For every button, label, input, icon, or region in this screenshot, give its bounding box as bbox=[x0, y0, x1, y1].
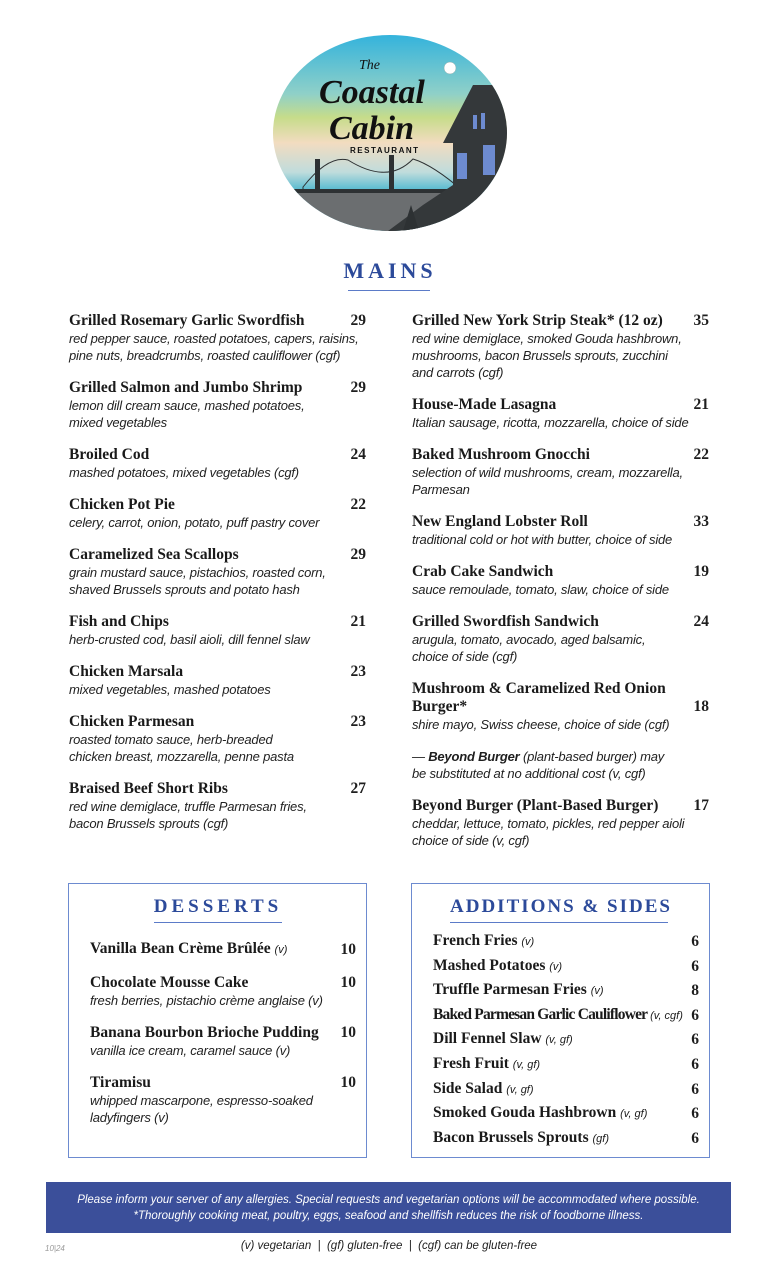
item-name: House-Made Lasagna bbox=[412, 396, 557, 413]
item-name bbox=[90, 1074, 151, 1092]
desserts-list bbox=[90, 940, 356, 1141]
item-name: Baked Mushroom Gnocchi bbox=[412, 446, 590, 463]
note-rest: (plant-based burger) may be substituted at no additional cost (v, cgf) bbox=[412, 749, 665, 781]
menu-item bbox=[69, 546, 366, 598]
item-price: 6 bbox=[691, 1055, 699, 1073]
item-description: lemon dill cream sauce, mashed potatoes, mixed vegetables bbox=[69, 398, 305, 430]
mains-title: MAINS bbox=[343, 258, 437, 283]
item-price: 33 bbox=[693, 513, 709, 530]
menu-item bbox=[412, 797, 709, 849]
restaurant-logo bbox=[273, 35, 507, 231]
beyond-burger-note bbox=[412, 748, 709, 782]
item-description: mashed potatoes, mixed vegetables (cgf) bbox=[69, 465, 299, 480]
item-header bbox=[69, 613, 366, 631]
item-name-text: Vanilla Bean Crème Brûlée bbox=[90, 940, 271, 957]
item-description: vanilla ice cream, caramel sauce (v) bbox=[90, 1043, 291, 1058]
menu-item bbox=[412, 680, 709, 733]
item-name: Chicken Marsala bbox=[69, 663, 184, 680]
side-item bbox=[433, 1030, 699, 1049]
item-description: roasted tomato sauce, herb-breaded chicken breast, mozzarella, penne pasta bbox=[69, 732, 294, 764]
item-name: Fish and Chips bbox=[69, 613, 169, 630]
mains-title-rule bbox=[348, 290, 430, 291]
dessert-item bbox=[90, 1074, 356, 1126]
item-price: 29 bbox=[350, 312, 366, 329]
menu-item bbox=[69, 496, 366, 531]
item-name: Mushroom & Caramelized Red Onion Burger* bbox=[412, 680, 666, 715]
item-header bbox=[69, 379, 366, 397]
item-name-text: Fresh Fruit bbox=[433, 1054, 509, 1072]
side-item bbox=[433, 1055, 699, 1074]
item-description: arugula, tomato, avocado, aged balsamic, choice of side (cgf) bbox=[412, 632, 646, 664]
dessert-item bbox=[90, 974, 356, 1009]
item-name-text: Smoked Gouda Hashbrown bbox=[433, 1104, 617, 1122]
item-name-text: French Fries bbox=[433, 932, 518, 949]
item-name bbox=[90, 940, 287, 959]
item-price: 23 bbox=[350, 713, 366, 730]
side-item bbox=[433, 1129, 699, 1148]
menu-item bbox=[412, 312, 709, 381]
item-name bbox=[433, 1104, 647, 1123]
item-header bbox=[412, 613, 709, 631]
item-header bbox=[433, 1006, 699, 1025]
item-header bbox=[69, 446, 366, 464]
item-description: cheddar, lettuce, tomato, pickles, red pepper aioli choice of side (v, cgf) bbox=[412, 816, 685, 848]
diet-tag: (v, cgf) bbox=[650, 1009, 683, 1022]
item-name bbox=[433, 1006, 683, 1025]
logo-the: The bbox=[359, 58, 380, 73]
item-description: sauce remoulade, tomato, slaw, choice of side bbox=[412, 582, 669, 597]
side-item bbox=[433, 1104, 699, 1123]
item-price: 10 bbox=[340, 1074, 356, 1091]
item-header bbox=[69, 546, 366, 564]
item-name bbox=[433, 1055, 540, 1074]
logo-cabin: Cabin bbox=[329, 110, 415, 147]
item-name: Caramelized Sea Scallops bbox=[69, 546, 239, 563]
item-header bbox=[433, 1080, 699, 1099]
menu-item bbox=[69, 312, 366, 364]
item-name-text: Mashed Potatoes bbox=[433, 956, 546, 974]
item-description: red wine demiglace, truffle Parmesan fries, bacon Brussels sprouts (cgf) bbox=[69, 799, 307, 831]
item-name bbox=[90, 974, 248, 992]
item-name-text: Truffle Parmesan Fries bbox=[433, 981, 587, 999]
side-item bbox=[433, 981, 699, 1000]
diet-tag: (v, gf) bbox=[545, 1034, 573, 1047]
item-header bbox=[412, 513, 709, 531]
item-price: 24 bbox=[350, 446, 366, 463]
item-price: 21 bbox=[350, 613, 366, 630]
diet-tag: (v, gf) bbox=[512, 1058, 541, 1071]
item-header bbox=[412, 563, 709, 581]
item-name: Broiled Cod bbox=[69, 446, 150, 463]
item-description: whipped mascarpone, espresso-soaked ladyfingers (v) bbox=[90, 1093, 313, 1125]
item-header bbox=[69, 780, 366, 798]
item-price: 6 bbox=[691, 1006, 699, 1024]
item-header bbox=[433, 1030, 699, 1049]
side-item bbox=[433, 1080, 699, 1099]
diet-legend: (v) vegetarian | (gf) gluten-free | (cgf) can be gluten-free bbox=[240, 1240, 538, 1252]
item-description: red wine demiglace, smoked Gouda hashbrown, mushrooms, bacon Brussels sprouts, zucchini and carrots (cgf) bbox=[412, 331, 682, 380]
item-header bbox=[412, 396, 709, 414]
item-header bbox=[433, 1104, 699, 1123]
item-header bbox=[412, 680, 709, 716]
item-header bbox=[433, 981, 699, 1000]
item-description: celery, carrot, onion, potato, puff pastry cover bbox=[69, 515, 320, 530]
item-name bbox=[433, 957, 562, 976]
item-header bbox=[433, 1055, 699, 1074]
note-bold: Beyond Burger bbox=[428, 749, 520, 764]
item-header bbox=[433, 1129, 699, 1148]
item-price: 6 bbox=[691, 1129, 699, 1147]
menu-item bbox=[69, 379, 366, 431]
item-name: Grilled Swordfish Sandwich bbox=[412, 613, 599, 630]
item-description: mixed vegetables, mashed potatoes bbox=[69, 682, 271, 697]
allergy-notice bbox=[46, 1182, 731, 1233]
item-description: traditional cold or hot with butter, choice of side bbox=[412, 532, 673, 547]
item-price: 10 bbox=[340, 941, 356, 958]
item-price: 27 bbox=[350, 780, 366, 797]
item-name bbox=[433, 981, 604, 1000]
desserts-title: DESSERTS bbox=[153, 896, 283, 917]
diet-tag: (v, gf) bbox=[620, 1108, 648, 1121]
item-header bbox=[90, 940, 356, 959]
item-name: Chicken Pot Pie bbox=[69, 496, 175, 513]
item-header bbox=[69, 312, 366, 330]
sides-title: ADDITIONS & SIDES bbox=[450, 896, 672, 917]
menu-item bbox=[69, 613, 366, 648]
item-description: shire mayo, Swiss cheese, choice of side (cgf) bbox=[412, 717, 670, 732]
item-price: 23 bbox=[350, 663, 366, 680]
item-name-text: Baked Parmesan Garlic Cauliflower bbox=[433, 1005, 647, 1023]
item-price: 8 bbox=[691, 982, 699, 1000]
item-price: 6 bbox=[691, 1031, 699, 1049]
item-name bbox=[433, 932, 534, 951]
item-name: Beyond Burger (Plant-Based Burger) bbox=[412, 797, 659, 814]
item-header bbox=[90, 974, 356, 992]
item-price: 21 bbox=[693, 396, 709, 413]
item-price: 6 bbox=[691, 957, 699, 975]
menu-item bbox=[412, 446, 709, 498]
mains-right-column bbox=[412, 312, 709, 864]
item-name-text: Side Salad bbox=[433, 1079, 503, 1097]
item-header bbox=[69, 713, 366, 731]
item-header bbox=[412, 312, 709, 330]
item-header bbox=[90, 1024, 356, 1042]
item-header bbox=[412, 446, 709, 464]
menu-item bbox=[69, 780, 366, 832]
diet-tag: (v) bbox=[549, 960, 563, 973]
item-header bbox=[433, 932, 699, 951]
item-description: selection of wild mushrooms, cream, mozzarella, Parmesan bbox=[412, 465, 683, 497]
item-name: Chicken Parmesan bbox=[69, 713, 195, 730]
item-price: 29 bbox=[350, 379, 366, 396]
item-price: 6 bbox=[691, 1105, 699, 1123]
desserts-title-rule bbox=[154, 922, 282, 923]
diet-tag: (v) bbox=[590, 985, 604, 998]
menu-item bbox=[412, 513, 709, 548]
page-code: 10|24 bbox=[45, 1244, 65, 1253]
item-description: fresh berries, pistachio crème anglaise (v) bbox=[90, 993, 323, 1008]
diet-tag: (v) bbox=[274, 944, 288, 956]
item-header bbox=[412, 797, 709, 815]
sides-list bbox=[433, 932, 699, 1153]
item-description: Italian sausage, ricotta, mozzarella, choice of side bbox=[412, 415, 689, 430]
item-name bbox=[433, 1129, 609, 1148]
dessert-item bbox=[90, 1024, 356, 1059]
item-price: 19 bbox=[693, 563, 709, 580]
menu-item bbox=[412, 563, 709, 598]
item-description: herb-crusted cod, basil aioli, dill fennel slaw bbox=[69, 632, 310, 647]
menu-item bbox=[412, 613, 709, 665]
logo-restaurant: RESTAURANT bbox=[350, 146, 420, 155]
side-item bbox=[433, 957, 699, 976]
item-name-text: Chocolate Mousse Cake bbox=[90, 974, 249, 991]
diet-tag: (gf) bbox=[592, 1132, 609, 1145]
dessert-item bbox=[90, 940, 356, 959]
sides-title-rule bbox=[450, 922, 668, 923]
menu-item bbox=[69, 713, 366, 765]
allergy-text: Please inform your server of any allergies. Special requests and vegetarian options will be accommodated where possible. bbox=[77, 1194, 700, 1206]
item-name-text: Tiramisu bbox=[90, 1074, 151, 1091]
item-price: 22 bbox=[350, 496, 366, 513]
mains-left-column bbox=[69, 312, 366, 847]
item-name-text: Dill Fennel Slaw bbox=[433, 1030, 542, 1048]
item-name: Grilled New York Strip Steak* (12 oz) bbox=[412, 312, 663, 329]
diet-tag: (v) bbox=[521, 936, 535, 948]
item-description: red pepper sauce, roasted potatoes, capers, raisins, pine nuts, breadcrumbs, roasted cauliflower (cgf) bbox=[69, 331, 359, 363]
menu-item bbox=[69, 446, 366, 481]
item-name: Braised Beef Short Ribs bbox=[69, 780, 228, 797]
item-name bbox=[433, 1080, 534, 1099]
item-name-text: Bacon Brussels Sprouts bbox=[433, 1128, 589, 1146]
item-header bbox=[90, 1074, 356, 1092]
item-price: 22 bbox=[693, 446, 709, 463]
item-price: 10 bbox=[340, 974, 356, 991]
item-name: Crab Cake Sandwich bbox=[412, 563, 554, 580]
logo-coastal: Coastal bbox=[319, 74, 425, 111]
item-price: 29 bbox=[350, 546, 366, 563]
item-header bbox=[69, 496, 366, 514]
item-price: 6 bbox=[691, 1080, 699, 1098]
item-header bbox=[69, 663, 366, 681]
item-header bbox=[433, 957, 699, 976]
menu-item bbox=[412, 396, 709, 431]
item-price: 10 bbox=[340, 1024, 356, 1041]
item-description: grain mustard sauce, pistachios, roasted corn, shaved Brussels sprouts and potato hash bbox=[69, 565, 326, 597]
item-name: New England Lobster Roll bbox=[412, 513, 588, 530]
side-item bbox=[433, 1006, 699, 1025]
item-price: 6 bbox=[691, 933, 699, 950]
item-name bbox=[433, 1030, 573, 1049]
note-dash: — bbox=[412, 749, 429, 764]
item-name: Grilled Rosemary Garlic Swordfish bbox=[69, 312, 305, 329]
item-price: 35 bbox=[693, 312, 709, 329]
diet-tag: (v, gf) bbox=[506, 1083, 534, 1096]
item-price: 24 bbox=[693, 613, 709, 630]
item-price: 18 bbox=[693, 698, 709, 715]
item-name-text: Banana Bourbon Brioche Pudding bbox=[90, 1024, 319, 1041]
item-name: Grilled Salmon and Jumbo Shrimp bbox=[69, 379, 303, 396]
food-safety-text: *Thoroughly cooking meat, poultry, eggs, seafood and shellfish reduces the risk of foodborne illness. bbox=[133, 1210, 644, 1222]
item-price: 17 bbox=[693, 797, 709, 814]
side-item bbox=[433, 932, 699, 951]
menu-item bbox=[69, 663, 366, 698]
item-name bbox=[90, 1024, 319, 1042]
